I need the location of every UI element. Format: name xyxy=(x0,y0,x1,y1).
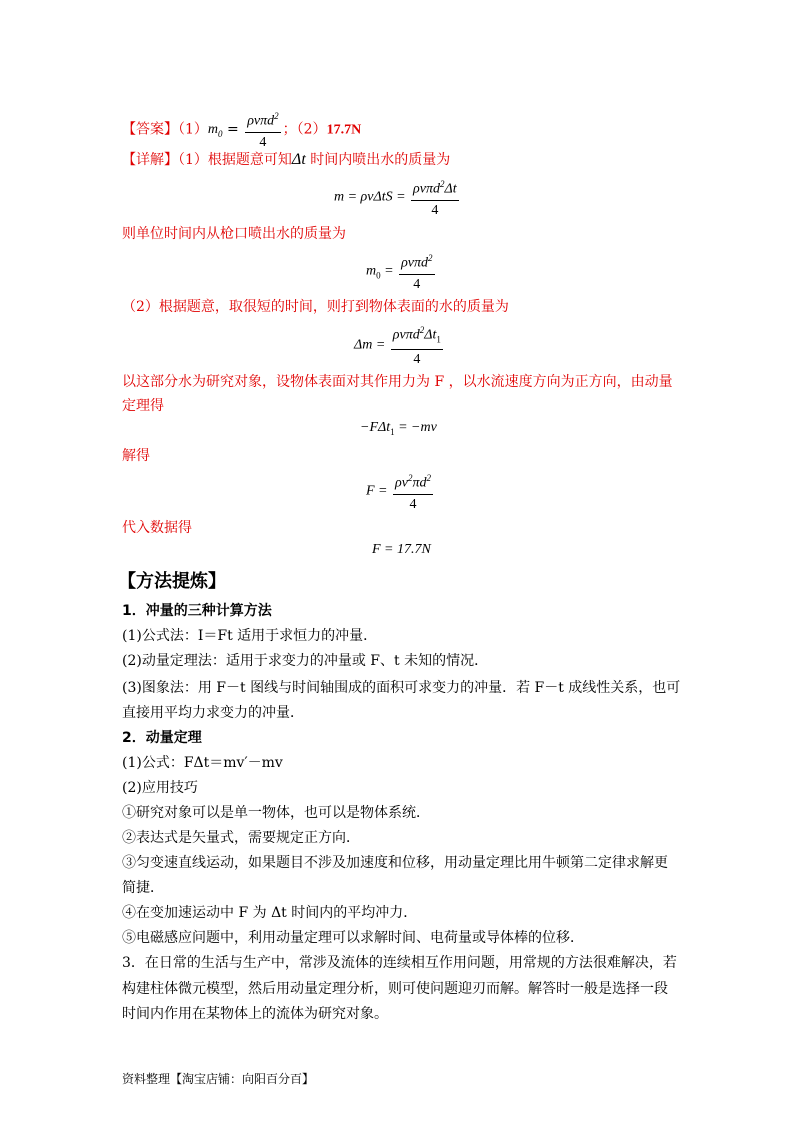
detail-label: 【详解】 xyxy=(122,152,178,168)
section-3-line-3: 时间内作用在某物体上的流体为研究对象。 xyxy=(122,1006,388,1022)
section-2-line-5: ③匀变速直线运动，如果题目不涉及加速度和位移，用动量定理比用牛顿第二定律求解更 xyxy=(122,855,668,871)
equation-3: Δm = $\frac{\rho v\pi d^2\Delta t_1}{4}$ xyxy=(354,322,445,368)
answer-m0: $m_0$ xyxy=(207,122,223,140)
answer-fraction: $\frac{\rho v\pi d^2}{4}$ xyxy=(245,108,280,151)
answer-separator: ；（2） xyxy=(282,121,327,138)
section-1-line-4: 直接用平均力求变力的冲量． xyxy=(122,705,304,721)
detail-line-5: 定理得 xyxy=(122,398,164,414)
section-2-title: 2．动量定理 xyxy=(122,730,202,746)
detail-line-7: 代入数据得 xyxy=(122,520,192,536)
detail-line-4: 以这部分水为研究对象，设物体表面对其作用力为 F ，以水流速度方向为正方向，由动量 xyxy=(122,374,673,390)
answer-part1-label: （1） xyxy=(178,121,208,138)
section-3-line-1: 3．在日常的生活与生产中，常涉及流体的连续相互作用问题，用常规的方法很难解决，若 xyxy=(122,955,677,971)
answer-label: 【答案】 xyxy=(122,121,178,138)
footer-text: 资料整理【淘宝店铺：向阳百分百】 xyxy=(122,1072,315,1086)
equation-2: $m_0$ = $\frac{\rho v\pi d^2}{4}$ xyxy=(366,250,437,293)
answer-line: 【答案】$(1)m_0$ = $\frac{\rho v\pi d^2}{4}$ ；（2）17.7N xyxy=(122,108,361,151)
section-3-line-2: 构建柱体微元模型，然后用动量定理分析，则可使问题迎刃而解。解答时一般是选择一段 xyxy=(122,981,668,997)
section-2-line-3: ①研究对象可以是单一物体，也可以是物体系统． xyxy=(122,805,430,821)
section-1-line-1: (1)公式法：I＝Ft 适用于求恒力的冲量． xyxy=(122,628,378,644)
section-2-line-7: ④在变加速运动中 F 为 Δt 时间内的平均冲力． xyxy=(122,905,418,921)
detail-line-2: 则单位时间内从枪口喷出水的质量为 xyxy=(122,226,346,242)
detail-line-6: 解得 xyxy=(122,448,150,464)
equation-6: F = 17.7N xyxy=(372,542,431,557)
method-heading: 【方法提炼】 xyxy=(118,571,226,592)
section-2-line-6: 简捷． xyxy=(122,880,164,896)
section-1-line-2: (2)动量定理法：适用于求变力的冲量或 F、t 未知的情况． xyxy=(122,653,489,669)
section-1-line-3: (3)图象法：用 F－t 图线与时间轴围成的面积可求变力的冲量．若 F－t 成线性关系，也可 xyxy=(122,680,681,696)
section-1-title: 1．冲量的三种计算方法 xyxy=(122,603,272,619)
detail-line-3: （2）根据题意，取很短的时间，则打到物体表面的水的质量为 xyxy=(122,299,509,315)
section-2-line-4: ②表达式是矢量式，需要规定正方向． xyxy=(122,830,360,846)
detail-line-1: 【详解】（1）根据题意可知Δt 时间内喷出水的质量为 xyxy=(122,151,451,168)
equation-1: m = ρvΔtS = $\frac{\rho v\pi d^2\Delta t}{4}$ xyxy=(334,176,461,219)
section-2-line-1: (1)公式：FΔt＝mv′－mv xyxy=(122,755,283,771)
answer-part2-value: 17.7N xyxy=(326,122,362,138)
equation-5: F = $\frac{\rho v^2\pi d^2}{4}$ xyxy=(366,470,435,513)
equation-4: −FΔt$_1$ = −mv xyxy=(360,420,437,437)
section-2-line-8: ⑤电磁感应问题中，利用动量定理可以求解时间、电荷量或导体棒的位移． xyxy=(122,930,584,946)
section-2-line-2: (2)应用技巧 xyxy=(122,780,198,796)
